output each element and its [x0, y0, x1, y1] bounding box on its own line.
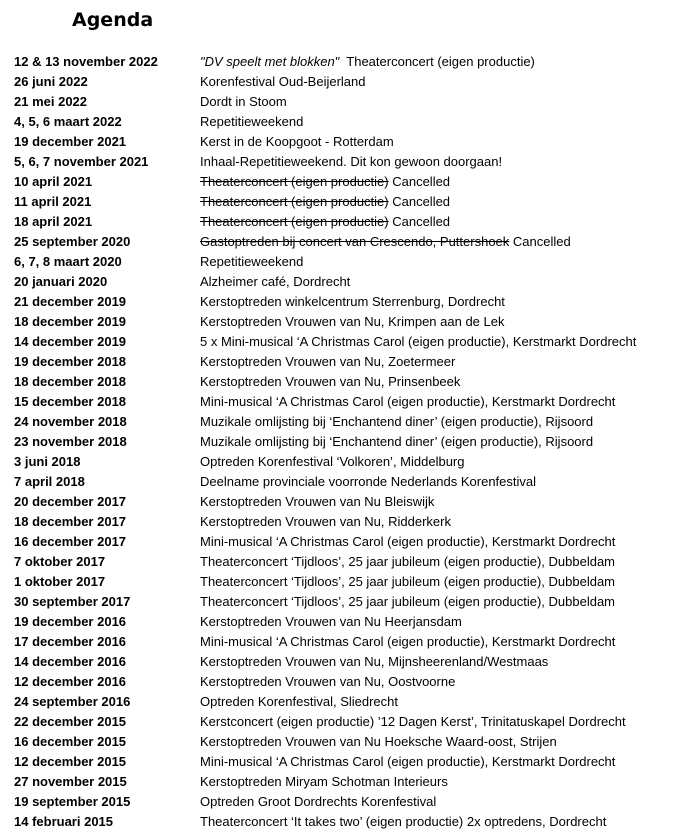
agenda-date: 5, 6, 7 november 2021 — [14, 154, 149, 169]
agenda-event — [200, 312, 504, 332]
agenda-event — [200, 592, 615, 612]
agenda-date: 18 december 2019 — [14, 314, 127, 329]
agenda-event-text: Theaterconcert ‘It takes two’ (eigen productie) 2x optredens, Dordrecht — [200, 814, 607, 829]
agenda-event-text: Kerstoptreden Vrouwen van Nu Hoeksche Waard-oost, Strijen — [200, 734, 557, 749]
agenda-date: 12 december 2016 — [14, 674, 127, 689]
agenda-event-text: Kerstoptreden Vrouwen van Nu, Mijnsheerenland/Westmaas — [200, 654, 549, 669]
agenda-event — [200, 152, 502, 172]
agenda-event — [200, 272, 350, 292]
agenda-event — [200, 532, 615, 552]
agenda-row — [0, 632, 700, 652]
agenda-date: 14 december 2019 — [14, 334, 127, 349]
agenda-date: 12 december 2015 — [14, 754, 127, 769]
agenda-event — [200, 652, 548, 672]
agenda-date: 27 november 2015 — [14, 774, 127, 789]
agenda-date: 26 juni 2022 — [14, 74, 88, 89]
agenda-row — [0, 452, 700, 472]
agenda-row — [0, 92, 700, 112]
agenda-row — [0, 392, 700, 412]
agenda-date: 1 oktober 2017 — [14, 574, 106, 589]
agenda-event — [200, 92, 287, 112]
agenda-row — [0, 432, 700, 452]
agenda-date: 19 september 2015 — [14, 794, 131, 809]
agenda-date: 21 mei 2022 — [14, 94, 88, 109]
agenda-event-cancelled-title: Theaterconcert (eigen productie) — [200, 174, 389, 189]
agenda-event — [200, 352, 455, 372]
agenda-event — [200, 492, 434, 512]
agenda-row — [0, 512, 700, 532]
agenda-event — [200, 372, 460, 392]
agenda-event-text: Kerst in de Koopgoot - Rotterdam — [200, 134, 394, 149]
agenda-date: 30 september 2017 — [14, 594, 131, 609]
agenda-event-text: Muzikale omlijsting bij ‘Enchantend diner’ (eigen productie), Rijsoord — [200, 434, 594, 449]
agenda-event-text: Mini-musical ‘A Christmas Carol (eigen productie), Kerstmarkt Dordrecht — [200, 394, 616, 409]
agenda-date: 6, 7, 8 maart 2020 — [14, 254, 122, 269]
agenda-event-text: Cancelled — [388, 214, 451, 229]
agenda-event — [200, 392, 615, 412]
agenda-event-text: Kerstoptreden Vrouwen van Nu, Oostvoorne — [200, 674, 456, 689]
agenda-event — [200, 192, 450, 212]
agenda-date: 15 december 2018 — [14, 394, 127, 409]
agenda-row — [0, 772, 700, 792]
agenda-row — [0, 552, 700, 572]
agenda-row — [0, 252, 700, 272]
agenda-event — [200, 792, 436, 812]
agenda-event-text: Korenfestival Oud-Beijerland — [200, 74, 366, 89]
agenda-date: 14 februari 2015 — [14, 814, 114, 829]
agenda-row — [0, 132, 700, 152]
agenda-event-text: Muzikale omlijsting bij ‘Enchantend diner’ (eigen productie), Rijsoord — [200, 414, 594, 429]
agenda-date: 19 december 2021 — [14, 134, 127, 149]
agenda-event-text: 5 x Mini-musical ‘A Christmas Carol (eigen productie), Kerstmarkt Dordrecht — [200, 334, 637, 349]
agenda-event-text: Theaterconcert (eigen productie) — [339, 54, 535, 69]
agenda-date: 17 december 2016 — [14, 634, 127, 649]
agenda-event-text: Kerstoptreden Vrouwen van Nu, Zoetermeer — [200, 354, 456, 369]
agenda-row — [0, 592, 700, 612]
agenda-event — [200, 512, 451, 532]
agenda-event — [200, 612, 462, 632]
agenda-row — [0, 72, 700, 92]
agenda-event — [200, 412, 593, 432]
agenda-event — [200, 52, 535, 72]
agenda-event-text: Theaterconcert ‘Tijdloos’, 25 jaar jubileum (eigen productie), Dubbeldam — [200, 594, 616, 609]
agenda-date: 12 & 13 november 2022 — [14, 54, 158, 69]
agenda-row — [0, 472, 700, 492]
agenda-event-text: Optreden Korenfestival, Sliedrecht — [200, 694, 398, 709]
agenda-row — [0, 232, 700, 252]
agenda-row — [0, 732, 700, 752]
agenda-date: 14 december 2016 — [14, 654, 127, 669]
agenda-date: 4, 5, 6 maart 2022 — [14, 114, 122, 129]
agenda-date: 23 november 2018 — [14, 434, 127, 449]
page-title: Agenda — [72, 9, 154, 31]
agenda-date: 19 december 2016 — [14, 614, 127, 629]
agenda-row — [0, 792, 700, 812]
agenda-event-text: Theaterconcert ‘Tijdloos’, 25 jaar jubileum (eigen productie), Dubbeldam — [200, 574, 616, 589]
agenda-row — [0, 752, 700, 772]
agenda-date: 22 december 2015 — [14, 714, 127, 729]
agenda-event — [200, 212, 450, 232]
agenda-event — [200, 552, 615, 572]
agenda-event-cancelled-title: Gastoptreden bij concert van Crescendo, Puttershoek — [200, 234, 510, 249]
agenda-event-text: Kerstoptreden Vrouwen van Nu Heerjansdam — [200, 614, 462, 629]
agenda-row — [0, 412, 700, 432]
agenda-event-cancelled-title: Theaterconcert (eigen productie) — [200, 214, 389, 229]
agenda-event-text: Optreden Korenfestival ‘Volkoren’, Middelburg — [200, 454, 465, 469]
agenda-row — [0, 52, 700, 72]
agenda-event — [200, 292, 505, 312]
agenda-event — [200, 332, 636, 352]
agenda-date: 7 oktober 2017 — [14, 554, 106, 569]
agenda-event — [200, 672, 455, 692]
agenda-event — [200, 432, 593, 452]
agenda-event-text: Kerstoptreden Vrouwen van Nu, Ridderkerk — [200, 514, 451, 529]
agenda-date: 16 december 2017 — [14, 534, 127, 549]
agenda-row — [0, 692, 700, 712]
agenda-event-text: Optreden Groot Dordrechts Korenfestival — [200, 794, 437, 809]
agenda-event-text: Deelname provinciale voorronde Nederlands Korenfestival — [200, 474, 537, 489]
agenda-event — [200, 72, 365, 92]
agenda-event-text: Kerstoptreden Vrouwen van Nu, Krimpen aan de Lek — [200, 314, 505, 329]
agenda-row — [0, 672, 700, 692]
agenda-date: 20 januari 2020 — [14, 274, 108, 289]
agenda-date: 18 april 2021 — [14, 214, 93, 229]
agenda-date: 18 december 2018 — [14, 374, 127, 389]
agenda-event — [200, 732, 557, 752]
agenda-date: 25 september 2020 — [14, 234, 131, 249]
agenda-date: 20 december 2017 — [14, 494, 127, 509]
agenda-event — [200, 452, 464, 472]
agenda-event — [200, 712, 626, 732]
agenda-row — [0, 312, 700, 332]
agenda-event-text: Kerstoptreden winkelcentrum Sterrenburg, Dordrecht — [200, 294, 505, 309]
agenda-date: 16 december 2015 — [14, 734, 127, 749]
agenda-event-italic-title: "DV speelt met blokken" — [200, 54, 340, 69]
agenda-event — [200, 472, 536, 492]
agenda-event — [200, 172, 450, 192]
agenda-date: 19 december 2018 — [14, 354, 127, 369]
agenda-row — [0, 612, 700, 632]
agenda-row — [0, 492, 700, 512]
agenda-date: 24 september 2016 — [14, 694, 131, 709]
agenda-event-text: Theaterconcert ‘Tijdloos’, 25 jaar jubileum (eigen productie), Dubbeldam — [200, 554, 616, 569]
agenda-row — [0, 812, 700, 832]
agenda-row — [0, 352, 700, 372]
agenda-event-text: Kerstoptreden Miryam Schotman Interieurs — [200, 774, 448, 789]
agenda-date: 18 december 2017 — [14, 514, 127, 529]
agenda-row — [0, 652, 700, 672]
agenda-row — [0, 712, 700, 732]
agenda-date: 10 april 2021 — [14, 174, 93, 189]
agenda-list — [0, 52, 700, 832]
agenda-event-text: Cancelled — [388, 174, 451, 189]
agenda-date: 11 april 2021 — [14, 194, 92, 209]
agenda-row — [0, 172, 700, 192]
agenda-event — [200, 632, 615, 652]
agenda-event-cancelled-title: Theaterconcert (eigen productie) — [200, 194, 389, 209]
agenda-date: 7 april 2018 — [14, 474, 85, 489]
agenda-event-text: Inhaal-Repetitieweekend. Dit kon gewoon doorgaan! — [200, 154, 503, 169]
agenda-event-text: Dordt in Stoom — [200, 94, 287, 109]
agenda-event-text: Mini-musical ‘A Christmas Carol (eigen productie), Kerstmarkt Dordrecht — [200, 754, 616, 769]
agenda-row — [0, 372, 700, 392]
agenda-row — [0, 332, 700, 352]
agenda-event-text: Alzheimer café, Dordrecht — [200, 274, 351, 289]
agenda-event-text: Repetitieweekend — [200, 254, 304, 269]
agenda-row — [0, 572, 700, 592]
agenda-event — [200, 232, 571, 252]
agenda-event-text: Repetitieweekend — [200, 114, 304, 129]
agenda-event-text: Kerstconcert (eigen productie) ’12 Dagen Kerst’, Trinitatuskapel Dordrecht — [200, 714, 626, 729]
agenda-row — [0, 532, 700, 552]
agenda-date: 21 december 2019 — [14, 294, 127, 309]
agenda-row — [0, 272, 700, 292]
agenda-event — [200, 692, 398, 712]
agenda-event-text: Cancelled — [388, 194, 451, 209]
agenda-event — [200, 752, 615, 772]
agenda-row — [0, 192, 700, 212]
agenda-event — [200, 252, 303, 272]
agenda-date: 3 juni 2018 — [14, 454, 81, 469]
agenda-event-text: Kerstoptreden Vrouwen van Nu, Prinsenbeek — [200, 374, 461, 389]
agenda-event-text: Mini-musical ‘A Christmas Carol (eigen productie), Kerstmarkt Dordrecht — [200, 534, 616, 549]
agenda-event-text: Mini-musical ‘A Christmas Carol (eigen productie), Kerstmarkt Dordrecht — [200, 634, 616, 649]
agenda-row — [0, 112, 700, 132]
agenda-event — [200, 572, 615, 592]
agenda-date: 24 november 2018 — [14, 414, 127, 429]
agenda-event — [200, 812, 606, 832]
agenda-event — [200, 132, 394, 152]
agenda-row — [0, 292, 700, 312]
agenda-event — [200, 112, 303, 132]
agenda-row — [0, 152, 700, 172]
agenda-row — [0, 212, 700, 232]
agenda-event-text: Cancelled — [509, 234, 571, 249]
agenda-event — [200, 772, 448, 792]
agenda-event-text: Kerstoptreden Vrouwen van Nu Bleiswijk — [200, 494, 435, 509]
